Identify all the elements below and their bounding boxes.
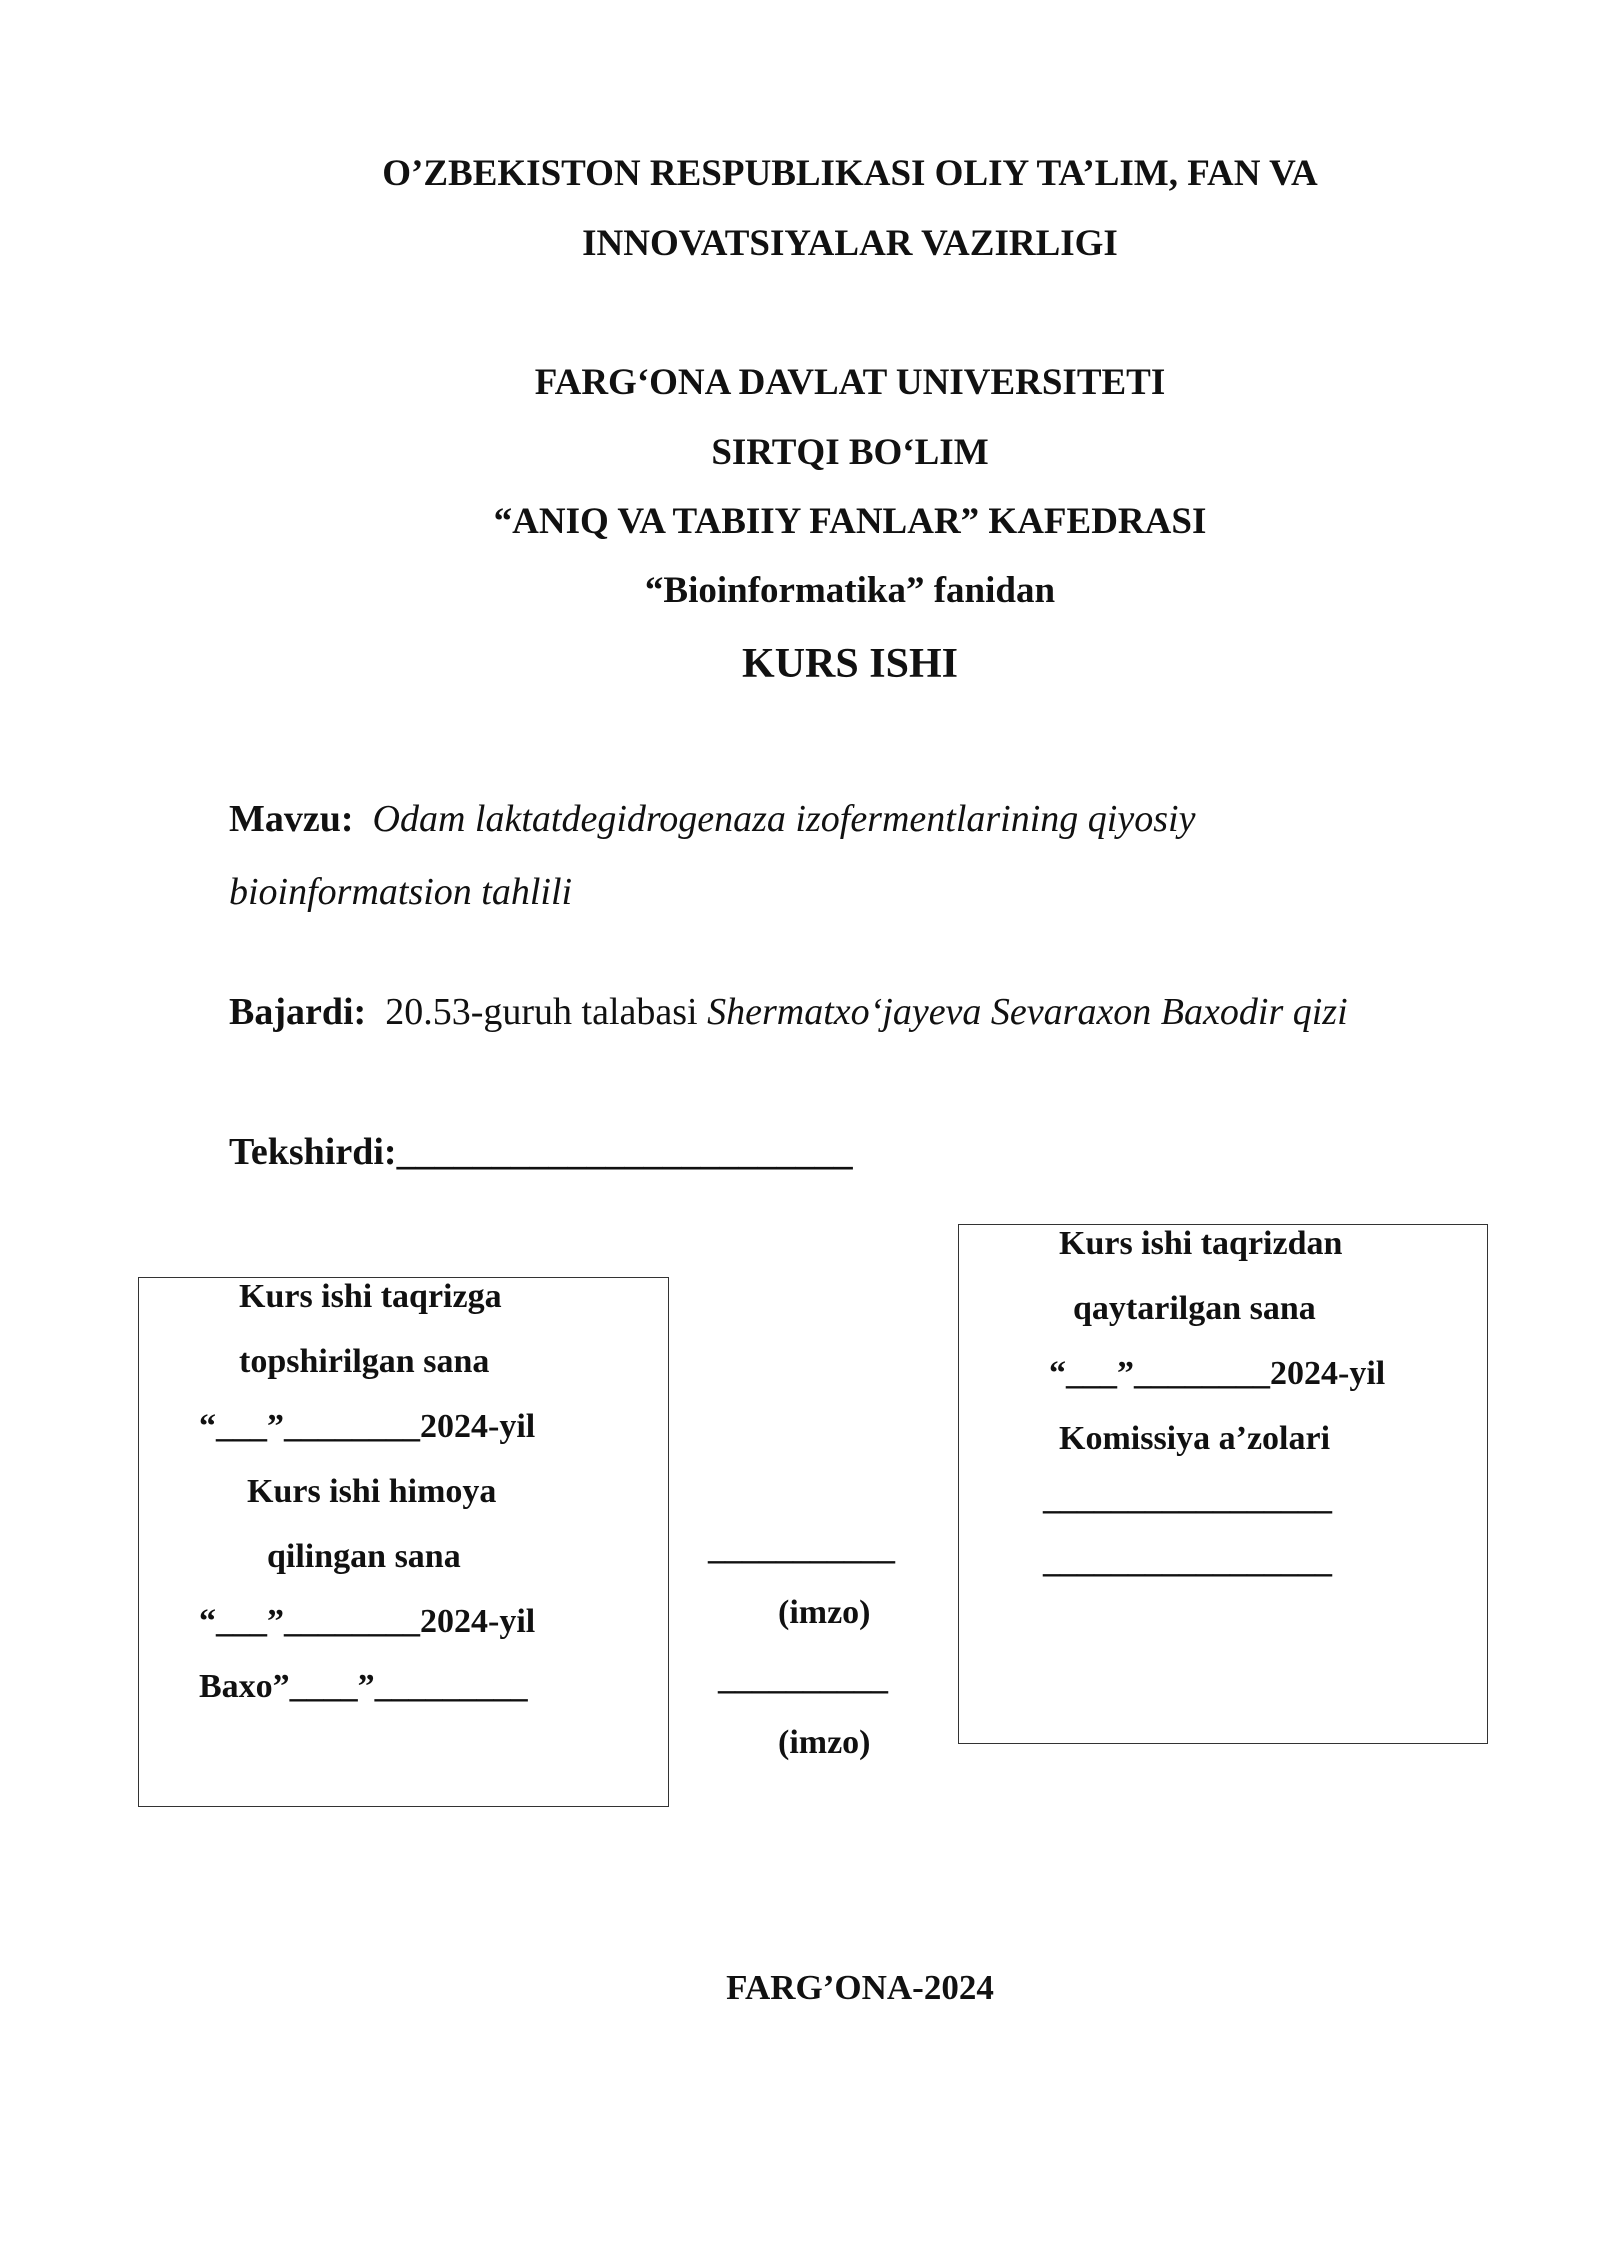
ministry-line-1: O’ZBEKISTON RESPUBLIKASI OLIY TA’LIM, FAN VA [382,153,1318,194]
defense-label-2: qilingan sana [267,1538,461,1575]
signature-label-1: (imzo) [778,1594,871,1631]
defense-date: “___”________2024-yil [199,1603,536,1640]
submission-date: “___”________2024-yil [199,1408,536,1445]
signature-line-2: __________ [718,1660,888,1697]
review-return-label-2: qaytarilgan sana [1073,1290,1316,1327]
topic-label: Mavzu: [229,798,354,840]
subject-line: “Bioinformatika” fanidan [644,570,1056,611]
topic-text-1: Odam laktatdegidrogenaza izofermentlarining qiyosiy [372,798,1196,840]
submission-label-1: Kurs ishi taqrizga [239,1278,502,1315]
footer-city-year: FARG’ONA-2024 [726,1968,994,2007]
document-type: KURS ISHI [742,641,958,687]
checker-label: Tekshirdi: [229,1131,397,1173]
committee-member-line-1: _________________ [1043,1480,1332,1517]
department-name: “ANIQ VA TABIIY FANLAR” KAFEDRASI [493,501,1207,542]
signature-line-1: ___________ [708,1530,895,1567]
topic-text-2: bioinformatsion tahlili [229,871,573,913]
topic-line-1 [229,797,1195,841]
submission-label-2: topshirilgan sana [239,1343,490,1380]
performer-line [229,990,1348,1034]
performer-group: 20.53-guruh talabasi [385,991,698,1033]
submission-box [138,1277,669,1807]
university-name: FARG‘ONA DAVLAT UNIVERSITETI [534,362,1166,403]
review-return-label-1: Kurs ishi taqrizdan [1059,1225,1343,1262]
ministry-line-2: INNOVATSIYALAR VAZIRLIGI [582,223,1118,264]
signature-label-2: (imzo) [778,1724,871,1761]
performer-name: Shermatxo‘jayeva Sevaraxon Baxodir qizi [707,991,1348,1033]
grade-line: Baxo”____”_________ [199,1668,528,1705]
checker-blank: ________________________ [396,1131,853,1173]
committee-member-line-2: _________________ [1043,1543,1332,1580]
review-return-date: “___”________2024-yil [1049,1355,1386,1392]
checker-line [229,1130,853,1174]
defense-label-1: Kurs ishi himoya [247,1473,497,1510]
committee-label: Komissiya a’zolari [1059,1420,1331,1457]
review-return-box [958,1224,1488,1744]
division-name: SIRTQI BO‘LIM [711,432,989,473]
performer-label: Bajardi: [229,991,367,1033]
